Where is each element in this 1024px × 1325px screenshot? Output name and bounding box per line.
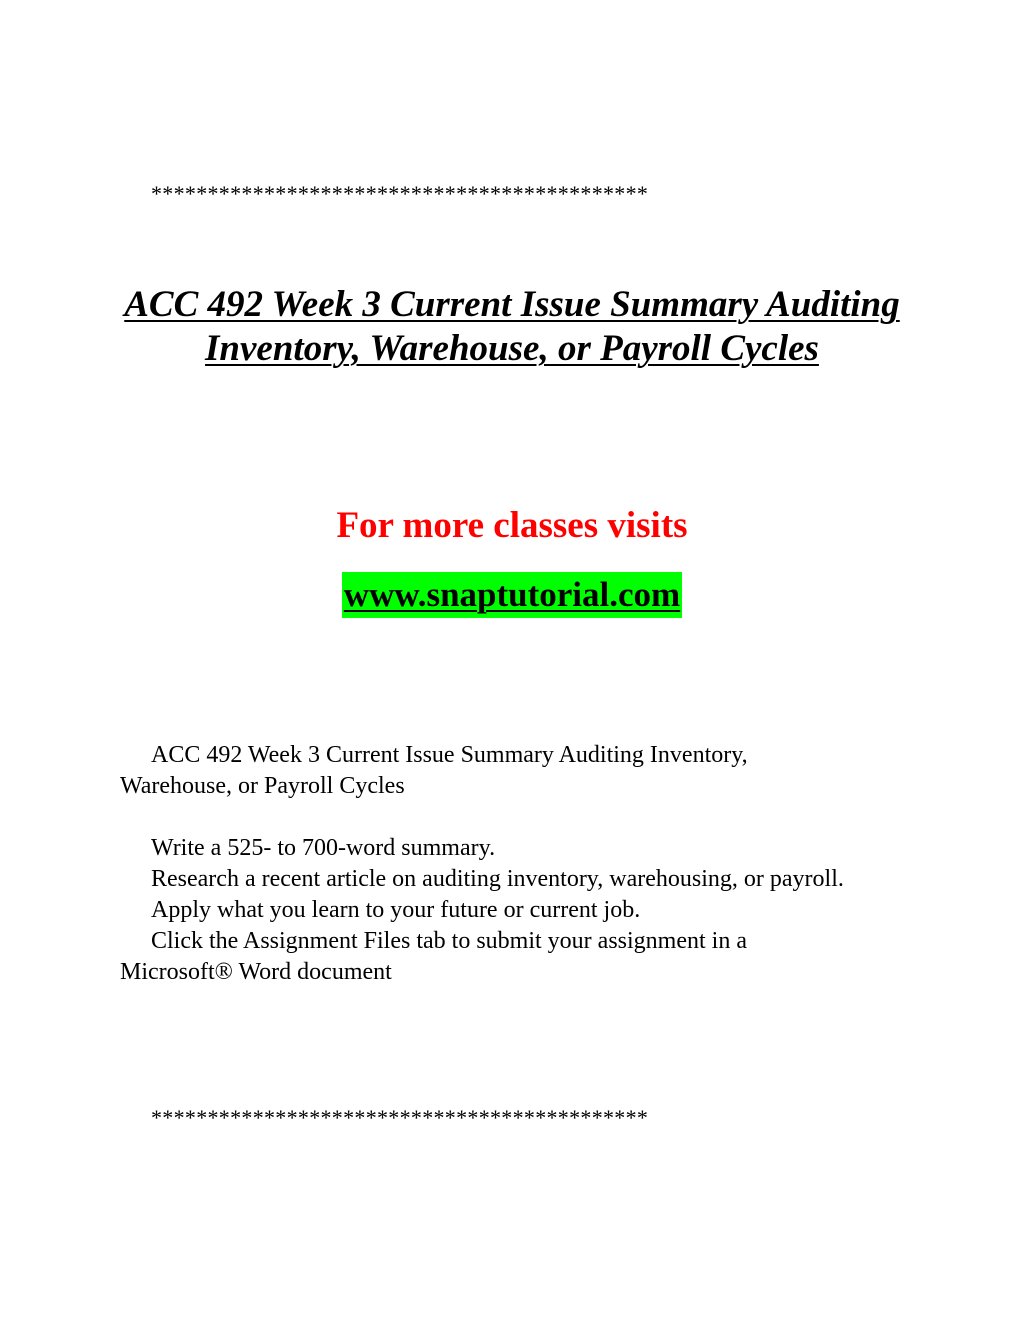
instruction-item: Click the Assignment Files tab to submit your assignment in a Microsoft® Word document — [120, 928, 747, 985]
separator-bottom: ******************************************** — [151, 1105, 649, 1130]
instruction-item: Write a 525- to 700-word summary. — [151, 835, 496, 861]
website-link-container — [0, 572, 1024, 618]
instruction-item: Apply what you learn to your future or current job. — [151, 897, 641, 923]
instructions-list — [120, 833, 860, 988]
separator-top: ******************************************** — [151, 181, 649, 206]
instruction-item: Research a recent article on auditing inventory, warehousing, or payroll. — [151, 866, 844, 892]
intro-paragraph: ACC 492 Week 3 Current Issue Summary Auditing Inventory, Warehouse, or Payroll Cycles — [120, 742, 748, 799]
website-link[interactable]: www.snaptutorial.com — [342, 572, 682, 618]
intro-section — [120, 740, 860, 802]
document-title: ACC 492 Week 3 Current Issue Summary Auditing Inventory, Warehouse, or Payroll Cycles — [124, 284, 900, 369]
promo-text: For more classes visits — [336, 505, 688, 546]
